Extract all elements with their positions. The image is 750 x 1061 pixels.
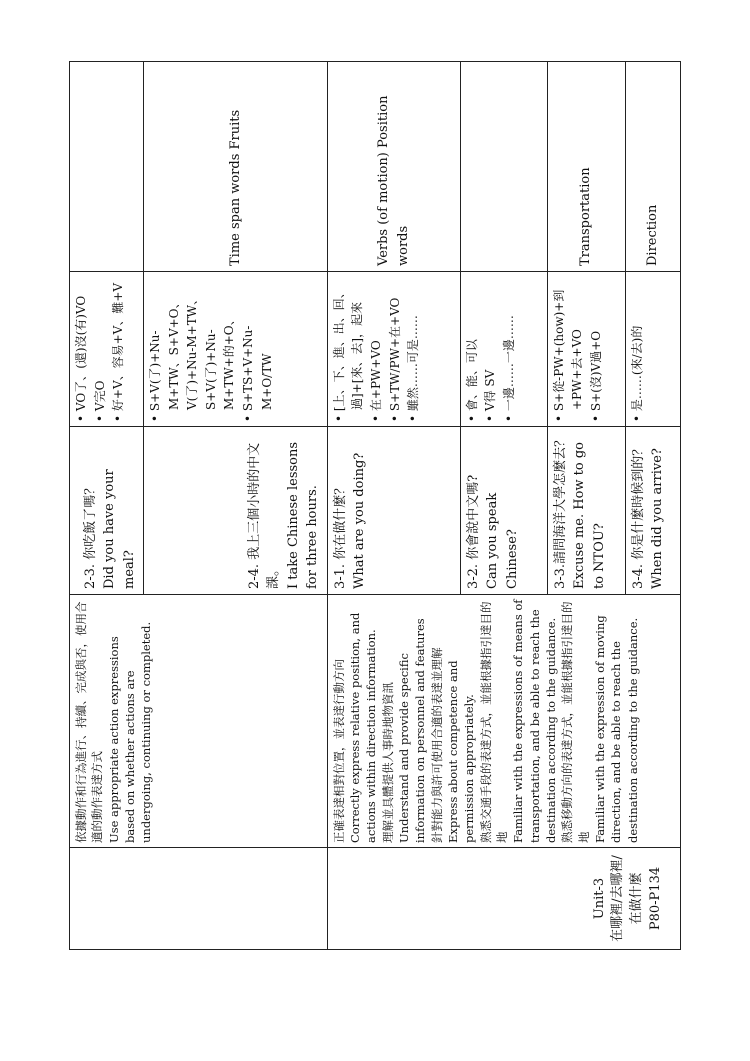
sentence-cell <box>144 427 328 595</box>
pattern-item: • 在+PW+VO <box>367 276 386 422</box>
vocab-cell <box>70 62 144 272</box>
objective-zh: 熟悉交通手段的表達方式，並能根據指引達目的地 <box>478 601 510 843</box>
vocab-cell <box>547 62 625 272</box>
objective-zh: 正確表達相對位置，並表達行動方向 <box>331 659 346 843</box>
objective-zh: 針對能力與許可使用合適的表達並理解 <box>429 647 444 843</box>
pattern-cell <box>70 272 144 427</box>
objective-zh: 熟悉移動方向的表達方式，並能根據指引達目的地 <box>560 601 591 843</box>
objective-zh: 依據動作和行為進行、持續、完成與否，使用合適的動作表達方式 <box>74 601 105 843</box>
sentence-zh: 3-3.請問海洋大學怎麼去？ <box>552 433 568 589</box>
sentence-en: Can you speak Chinese? <box>485 492 520 589</box>
pattern-item: • S+(沒)V過+O <box>587 276 606 422</box>
vocab-text: Time span words Fruits <box>227 109 243 266</box>
unit-pages: P80-P134 <box>648 866 664 931</box>
objective-en: Understand and provide specific information on personnel and features <box>397 618 428 843</box>
sentence-cell <box>70 427 144 595</box>
vocab-cell <box>327 62 460 272</box>
pattern-item: • S+TS+V+Nu-M+O/TW <box>239 276 276 422</box>
pattern-item: • 好+V、容易+V、難+V <box>109 276 128 422</box>
objective-cell <box>70 595 328 848</box>
objective-cell <box>327 595 680 848</box>
pattern-item: • S+從-PW+(how)+到+PW+去+VO <box>550 276 587 422</box>
pattern-item: • 雖然……可是…… <box>404 276 423 422</box>
pattern-item: • 是……(來/去)的 <box>628 276 647 422</box>
vocab-cell <box>144 62 328 272</box>
pattern-cell <box>144 272 328 427</box>
sentence-en: Excuse me. How to go to NTOU? <box>572 441 607 589</box>
sentence-cell <box>460 427 547 595</box>
sentence-en: I take Chinese lessons for three hours. <box>285 441 321 589</box>
sentence-zh: 3-2. 你會說中文嗎? <box>465 474 481 589</box>
rotated-table-wrapper <box>69 62 681 950</box>
pattern-item: • V完O <box>91 276 110 422</box>
vocab-text: Verbs (of motion) Position words <box>376 95 411 266</box>
unit-title-1: 在哪裡/去哪裡/ <box>610 855 626 942</box>
sentence-zh: 2-4. 我上三個小時的中文課。 <box>246 442 282 589</box>
objective-en: Familiar with the expressions of means of transportation, and be able to reach the destination according to the guidance. <box>511 599 559 843</box>
vocab-cell-empty <box>460 62 547 272</box>
objective-en: Familiar with the expression of moving direction, and be able to reach the destination according to the guidance. <box>593 615 640 843</box>
pattern-cell <box>547 272 625 427</box>
sentence-zh: 3-1. 你在做什麼？ <box>332 481 348 589</box>
pattern-item: • S+V(了)+Nu-M+TW、S+V+O、V(了)+Nu-M+TW、S+V(了)+Nu-M+TW+的+O、 <box>146 276 239 422</box>
pattern-item: • 一邊……一邊…… <box>500 276 519 422</box>
table-row <box>327 62 460 950</box>
pattern-item: • S+TW/PW+在+VO <box>386 276 405 422</box>
sentence-cell <box>547 427 625 595</box>
pattern-item: • 會、能、可以 <box>463 276 482 422</box>
unit-number: Unit-3 <box>591 877 607 920</box>
vocab-text: Direction <box>645 204 661 266</box>
sentence-zh: 2-3. 你吃飯了嗎？ <box>82 481 98 589</box>
sentence-zh: 3-4. 你是什麼時候到的？ <box>630 442 646 589</box>
unit-cell <box>327 848 680 950</box>
pattern-item: • VO了、(還)沒(有)VO <box>72 276 91 422</box>
objective-en: Express about competence and permission appropriately. <box>446 660 477 843</box>
pattern-cell <box>327 272 460 427</box>
table-row <box>70 62 144 950</box>
sentence-en: What are you doing? <box>352 452 368 589</box>
unit-title-2: 在做什麼 <box>629 872 645 925</box>
sentence-cell <box>625 427 680 595</box>
vocab-cell <box>625 62 680 272</box>
unit-cell-empty <box>70 848 328 950</box>
vocab-text: Transportation <box>578 167 594 266</box>
sentence-en: Did you have your meal? <box>102 469 137 589</box>
pattern-cell <box>625 272 680 427</box>
pattern-item: • [上、下、進、出、回、過]+[來、去]，起來 <box>330 276 367 422</box>
sentence-cell <box>327 427 460 595</box>
objective-en: Use appropriate action expressions based on whether actions are undergoing, continuing or completed. <box>106 621 154 843</box>
objective-zh: 理解並具體提供人事時地物資訊 <box>380 682 395 843</box>
pattern-item: • V得 SV <box>481 276 500 422</box>
pattern-cell <box>460 272 547 427</box>
objective-en: Correctly express relative position, and actions within direction information. <box>348 612 379 843</box>
sentence-en: When did you arrive? <box>650 448 666 589</box>
curriculum-table <box>69 61 681 950</box>
